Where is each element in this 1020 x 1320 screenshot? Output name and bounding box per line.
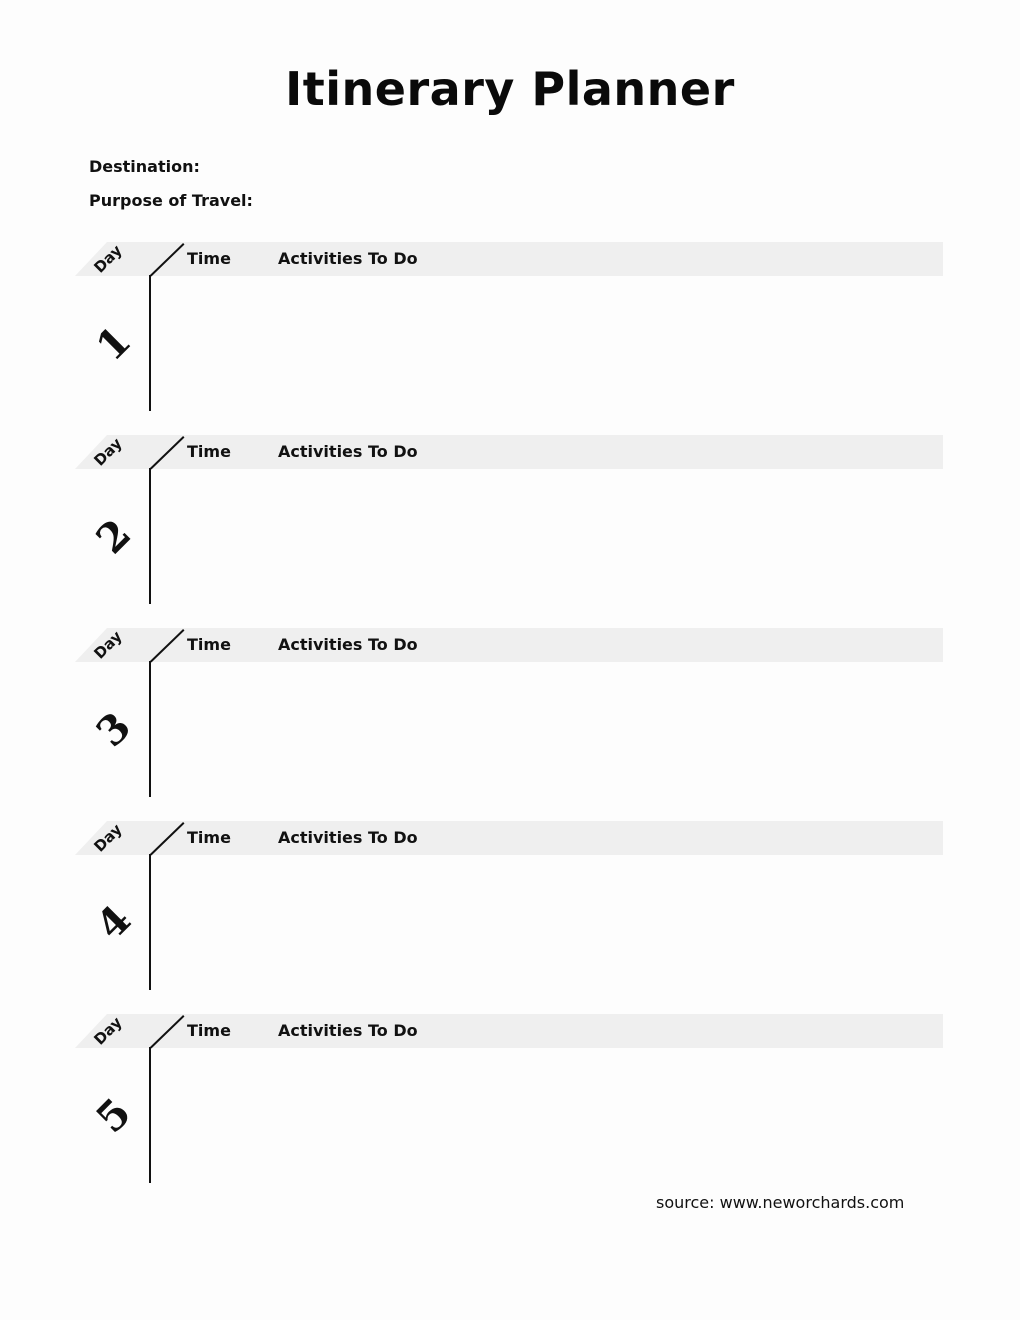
page-title: Itinerary Planner [285, 62, 735, 116]
day-label: Day [90, 241, 126, 277]
activities-column-header: Activities To Do [278, 249, 418, 268]
purpose-of-travel-label: Purpose of Travel: [89, 191, 253, 210]
time-column-header: Time [187, 635, 231, 654]
destination-label: Destination: [89, 157, 200, 176]
time-column-header: Time [187, 828, 231, 847]
day-section-2 [0, 435, 1020, 605]
day-number: 2 [87, 510, 141, 564]
day-label: Day [90, 627, 126, 663]
time-column-header: Time [187, 249, 231, 268]
day-number: 1 [87, 317, 141, 371]
activities-column-header: Activities To Do [278, 635, 418, 654]
day-section-3 [0, 628, 1020, 798]
divider-vertical [149, 854, 151, 990]
time-column-header: Time [187, 442, 231, 461]
day-number: 4 [87, 896, 141, 950]
divider-vertical [149, 661, 151, 797]
day-number: 3 [87, 703, 141, 757]
activities-column-header: Activities To Do [278, 1021, 418, 1040]
divider-vertical [149, 1047, 151, 1183]
day-label: Day [90, 820, 126, 856]
divider-vertical [149, 275, 151, 411]
day-section-5 [0, 1014, 1020, 1184]
activities-column-header: Activities To Do [278, 828, 418, 847]
day-label: Day [90, 1013, 126, 1049]
day-section-4 [0, 821, 1020, 991]
time-column-header: Time [187, 1021, 231, 1040]
source-credit: source: www.neworchards.com [656, 1193, 905, 1212]
activities-column-header: Activities To Do [278, 442, 418, 461]
divider-vertical [149, 468, 151, 604]
day-number: 5 [87, 1089, 141, 1143]
day-section-1 [0, 242, 1020, 412]
day-label: Day [90, 434, 126, 470]
